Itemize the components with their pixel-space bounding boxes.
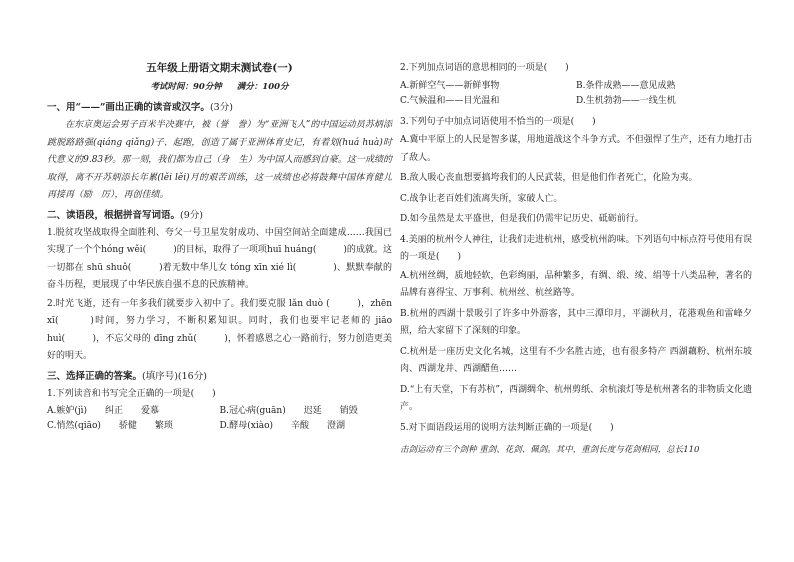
q4-option-c: C.杭州是一座历史文化名城，这里有不少名胜古迹，也有很多特产 西湖藕粉、杭州东坡肉、西湖龙井、西湖醋鱼…… [400, 346, 752, 374]
section1-paragraph: 在东京奥运会男子百米半决赛中，被（誉 誊）为“亚洲飞人”的中国运动员苏炳添跳脱路路强(qiáng qiǎng)子、起跑，创造了属于亚洲体育史记，有着划(huá huà)时代意义的9.83秒。那一刻，我们都为自己（身 生）为中国人而感到自豪。这一成绩的取得，离不开苏炳添长年累(lěi lěi)月的艰苦训练，这一成绩也必将鼓舞中国体育健儿再接再（励 厉），再创佳绩。 [47, 120, 392, 200]
q4-option-a: A.杭州丝绸，质地轻软，色彩绚丽，品种繁多，有绸、缎、绫、绢等十八类品种，著名的品牌有喜得宝、万事利、杭州丝、杭丝路等。 [400, 270, 752, 298]
q4-option-d: D.“上有天堂，下有苏杭”，西湖绸伞、杭州剪纸、余杭滚灯等是杭州著名的非物质文化遗产。 [400, 384, 752, 412]
exam-title: 五年级上册语文期末测试卷(一) [146, 62, 293, 74]
q1-option-d: D.酵母(xiào) 辛酸 澄湖 [219, 421, 346, 431]
section2-title: 二、读语段，根据拼音写词语。 [47, 209, 181, 221]
exam-time: 考试时间：90分钟 [150, 82, 222, 92]
section2-heading [47, 208, 392, 223]
section3-points: (填序号)(16分) [142, 370, 207, 382]
section3-heading [47, 369, 392, 384]
section1-heading [47, 100, 392, 115]
q5-stem: 5.对下面语段运用的说明方法判断正确的一项是( ) [400, 422, 614, 433]
q1-options [47, 404, 392, 434]
q2-option-a: A.新鲜空气——新鲜事物 [400, 80, 500, 91]
q3-stem: 3.下列句子中加点词语使用不恰当的一项是( ) [400, 116, 596, 127]
section1-points: (3分) [209, 102, 233, 113]
q1-stem: 1.下列读音和书写完全正确的一项是( ) [47, 388, 216, 399]
q3-option-c: C.战争让老百姓们流离失所，家破人亡。 [400, 193, 563, 204]
q1-option-a: A.嫉妒(jì) 纠正 爱慕 [47, 406, 160, 416]
q2-option-b: B.条件成熟——意见成熟 [576, 80, 676, 91]
q3-option-a: A.冀中平原上的人民是智多谋，用地道战这个斗争方式。不但强悍了生产，还有力地打击了敌人。 [400, 135, 752, 163]
section3-title: 三、选择正确的答案。 [47, 370, 143, 382]
left-column [47, 60, 392, 439]
section1-title: 一、用“——”画出正确的读音或汉字。 [47, 102, 210, 113]
exam-score: 满分：100分 [236, 82, 289, 92]
section2-points: (9分) [180, 209, 203, 221]
q1-option-b: B.冠心病(guān) 迟延 销毁 [219, 406, 358, 416]
q2-option-c: C.气候温和——目光温和 [400, 95, 500, 106]
exam-meta [47, 80, 392, 95]
q2-option-d: D.生机勃勃——一线生机 [576, 95, 676, 106]
q5-passage: 击剑运动有三个剑种 重剑、花剑、佩剑。其中，重剑长度与花剑相同，总长110 [400, 445, 700, 455]
q3-option-b: B.敌人吸心丧血想要搞垮我们的人民武装，但是他们作者死亡，化险为夷。 [400, 173, 698, 183]
q3-option-d: D.如今虽然是太平盛世，但是我们仍需牢记历史、砥砺前行。 [400, 214, 644, 224]
section2-item1: 1.脱贫攻坚战取得全面胜利、夸父一号卫星发射成功、中国空间站全面建成……我国已实现了一个个hóng wěi( )的目标，取得了一项项huī huáng( )的成就。这一切都在 shū shuǒ( )着无数中华儿女 tóng xīn xié lì( )、默默奉献的奋斗历程，更展现了中华民族自强不息的民族精神。 [47, 227, 392, 290]
q1-option-c: C.悄然(qiāo) 骄健 繁琐 [47, 421, 173, 431]
q4-option-b: B.杭州的西湖十景吸引了许多中外游客，其中三潭印月，平湖秋月，花港观鱼和雷峰夕照，给大家留下了深刻的印象。 [400, 308, 752, 336]
q4-stem: 4.美丽的杭州令人神往，让我们走进杭州，感受杭州韵味。下列语句中标点符号使用有误的一项是( ) [400, 234, 752, 262]
q2-stem: 2.下列加点词语的意思相同的一项是( ) [400, 63, 569, 73]
q2-options [400, 79, 752, 109]
section2-item2: 2.时光飞逝，还有一年多我们就要步入初中了。我们要克服 lǎn duò ( )，zhēn xī( )时间，努力学习，不断积累知识。同时，我们也要牢记老师的 jiāo huì( )，不忘父母的 dīng zhǔ( )，怀着感恩之心一路前行，努力创造更美好的明天。 [47, 298, 392, 361]
right-column [400, 60, 752, 458]
